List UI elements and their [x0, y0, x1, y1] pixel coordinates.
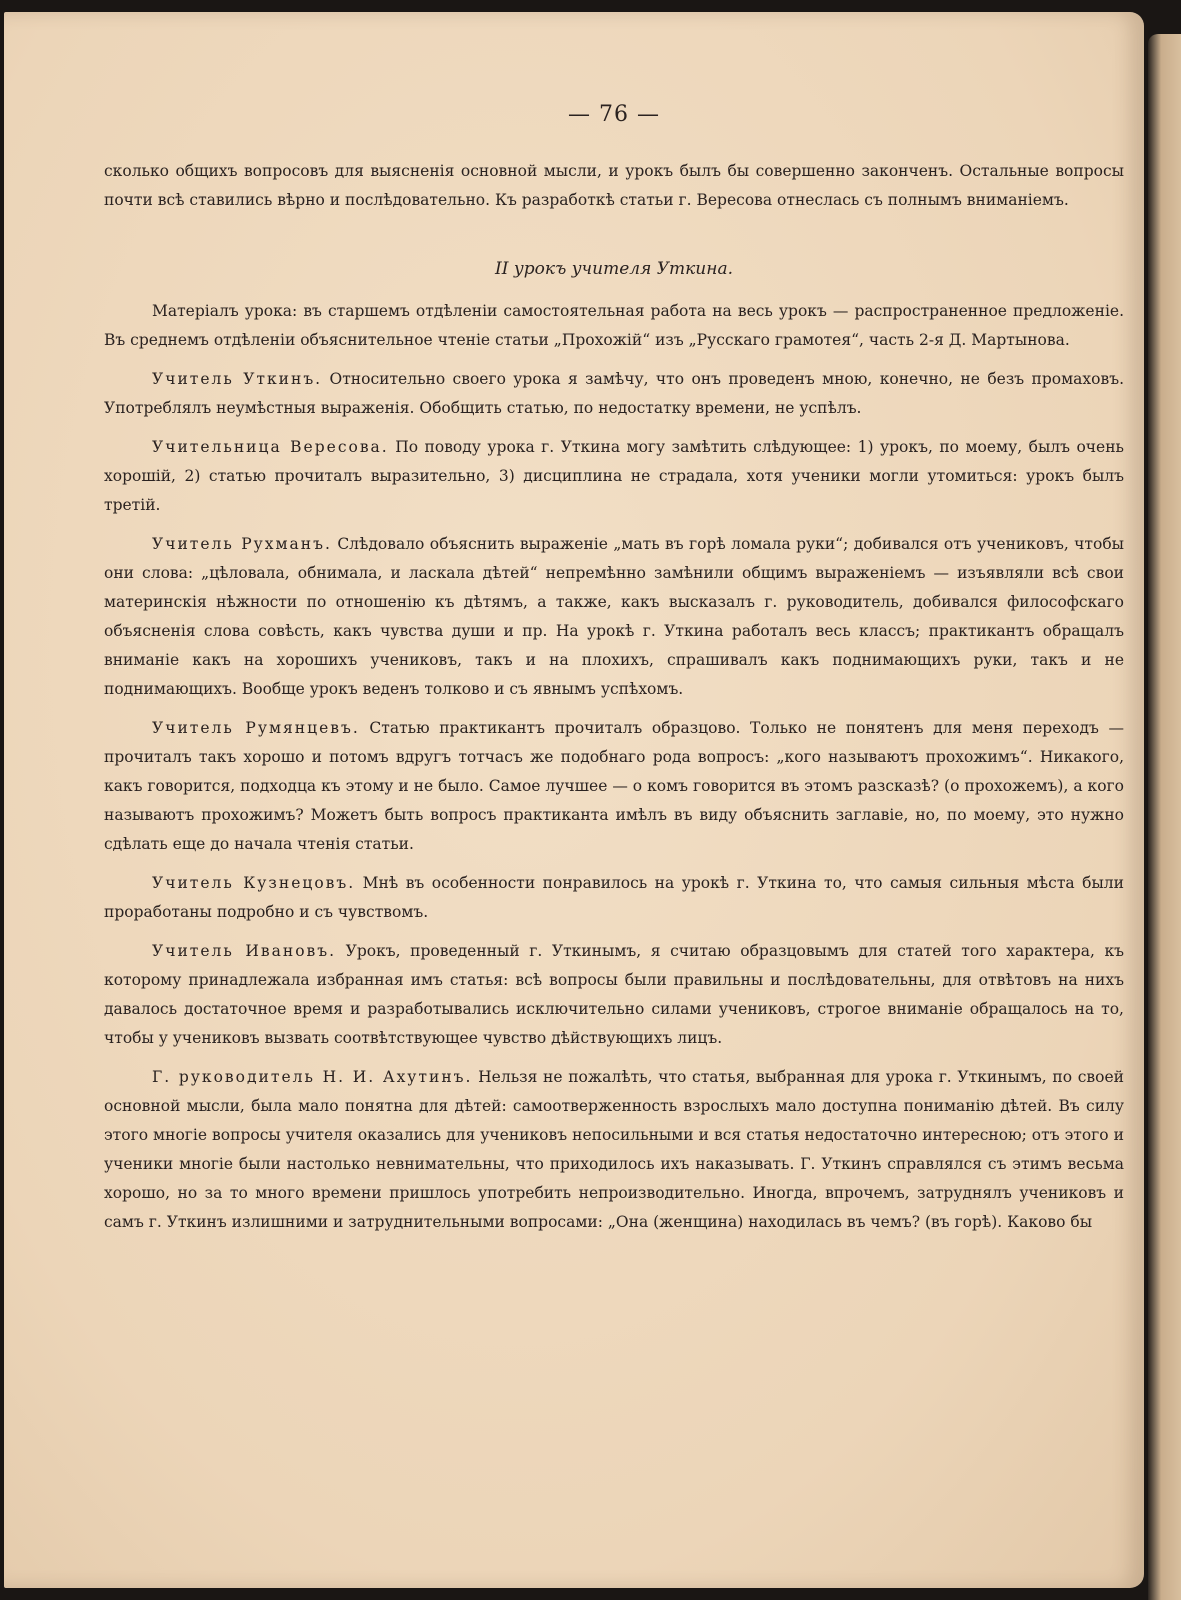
intro-paragraph: сколько общихъ вопросовъ для выясненія основной мысли, и урокъ былъ бы совершенно законченъ. Остальные вопросы почти всѣ ставились вѣрно и послѣдовательно. Къ разработкѣ статьи г. Вересова отнеслась съ полнымъ вниманіемъ. [104, 162, 1124, 209]
paragraph-utkin [104, 365, 1124, 423]
page-content [104, 102, 1124, 1247]
paragraph-text: Урокъ, проведенный г. Уткинымъ, я считаю образцовымъ для статей того характера, къ которому принадлежала избранная имъ статья: всѣ вопросы были правильны и послѣдовательны, для отвѣтовъ на нихъ давалось достаточное время и разработывались исключительно силами учениковъ, строгое вниманіе обращалось на то, чтобы у учениковъ вызвать соотвѣтствующее чувство дѣйствующихъ лицъ. [104, 942, 1124, 1047]
speaker-name: Учитель Ивановъ. [152, 942, 337, 960]
paragraph-veresova [104, 433, 1124, 520]
paragraph-text: Мнѣ въ особенности понравилось на урокѣ г. Уткина то, что самыя сильныя мѣста были проработаны подробно и съ чувствомъ. [104, 874, 1124, 921]
section-heading: II урокъ учителя Уткина. [495, 259, 733, 279]
paragraph-material [104, 297, 1124, 355]
paragraph-text: Матеріалъ урока: въ старшемъ отдѣленіи самостоятельная работа на весь урокъ — распространенное предложеніе. Въ среднемъ отдѣленіи объяснительное чтеніе статьи „Прохожій“ изъ „Русскаго грамотея“, часть 2-я Д. Мартынова. [104, 302, 1124, 349]
speaker-name: Учитель Кузнецовъ. [152, 874, 356, 892]
speaker-name: Учитель Румянцевъ. [152, 719, 360, 737]
next-page-edge [1148, 34, 1181, 1600]
paragraph-text: Статью практикантъ прочиталъ образцово. Только не понятенъ для меня переходъ — прочиталъ такъ хорошо и потомъ вдругъ тотчасъ же подобнаго рода вопросъ: „кого называютъ прохожимъ“. Никакого, какъ говорится, подходца къ этому и не было. Самое лучшее — о комъ говорится въ этомъ разсказѣ? (о прохожемъ), а кого называютъ прохожимъ? Можетъ быть вопросъ практиканта имѣлъ въ виду объяснить заглавіе, но, по моему, это нужно сдѣлать еще до начала чтенія статьи. [104, 719, 1124, 853]
paragraph-kuznetsov [104, 869, 1124, 927]
paragraph-akhutin [104, 1063, 1124, 1237]
speaker-name: Учитель Рухманъ. [152, 535, 332, 553]
speaker-name: Г. руководитель Н. И. Ахутинъ. [152, 1068, 473, 1086]
paragraph-rukhman [104, 530, 1124, 704]
paragraph-ivanov [104, 937, 1124, 1053]
paragraph-text: Слѣдовало объяснить выраженіе „мать въ горѣ ломала руки“; добивался отъ учениковъ, чтобы они слова: „цѣловала, обнимала, и ласкала дѣтей“ непремѣнно замѣнили общимъ выраженіемъ — изъявляли всѣ свои материнскія нѣжности по отношенію къ дѣтямъ, а также, какъ высказалъ г. руководитель, добивался философскаго объясненія слова совѣсть, какъ чувства души и пр. На урокѣ г. Уткина работалъ весь классъ; практикантъ обращалъ вниманіе какъ на хорошихъ учениковъ, такъ и на плохихъ, спрашивалъ какъ поднимающихъ руки, такъ и не поднимающихъ. Вообще урокъ веденъ толково и съ явнымъ успѣхомъ. [104, 535, 1124, 698]
speaker-name: Учитель Уткинъ. [152, 370, 323, 388]
paragraph-text: Нельзя не пожалѣть, что статья, выбранная для урока г. Уткинымъ, по своей основной мысли, была мало понятна для дѣтей: самоотверженность взрослыхъ мало доступна пониманію дѣтей. Въ силу этого многіе вопросы учителя оказались для учениковъ непосильными и вся статья недостаточно интересною; отъ этого и ученики многіе были настолько невнимательны, что приходилось ихъ наказывать. Г. Уткинъ справлялся съ этимъ весьма хорошо, но за то много времени пришлось употребить непроизводительно. Иногда, впрочемъ, затруднялъ учениковъ и самъ г. Уткинъ излишними и затруднительными вопросами: „Она (женщина) находилась въ чемъ? (въ горѣ). Каково бы [104, 1068, 1124, 1231]
paragraph-text: Относительно своего урока я замѣчу, что онъ проведенъ мною, конечно, не безъ промаховъ. Употреблялъ неумѣстныя выраженія. Обобщить статью, по недостатку времени, не успѣлъ. [104, 370, 1124, 417]
paragraph-text: По поводу урока г. Уткина могу замѣтить слѣдующее: 1) урокъ, по моему, былъ очень хорошій, 2) статью прочиталъ выразительно, 3) дисциплина не страдала, хотя ученики могли утомиться: урокъ былъ третій. [104, 438, 1124, 514]
page-number: — 76 — [568, 102, 660, 127]
speaker-name: Учительница Вересова. [152, 438, 389, 456]
book-page [4, 12, 1144, 1588]
paragraph-rumyantsev [104, 714, 1124, 859]
